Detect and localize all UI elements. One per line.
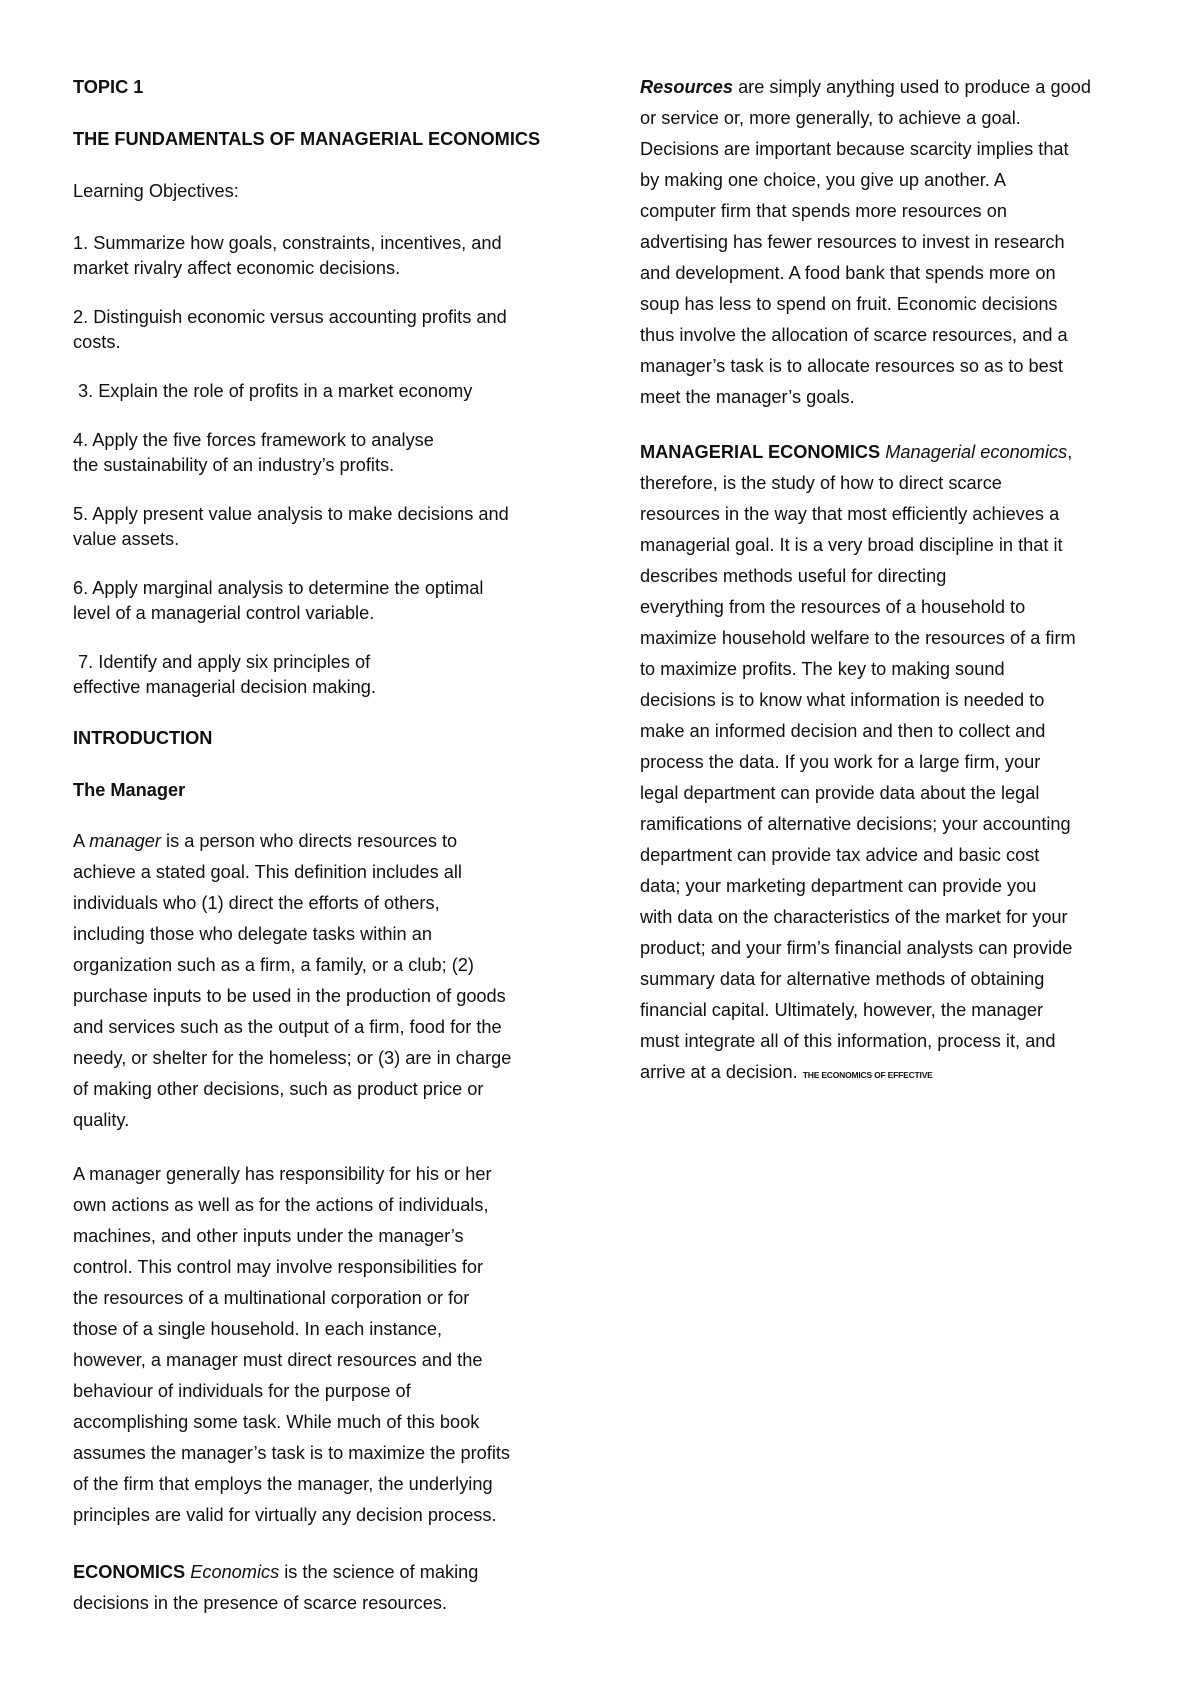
responsibility-para-line-9: accomplishing some task. While much of this book bbox=[73, 1412, 480, 1432]
responsibility-para-line-4: control. This control may involve responsibilities for bbox=[73, 1257, 484, 1277]
objective-6-line-1: 6. Apply marginal analysis to determine the optimal bbox=[73, 578, 484, 598]
manager-para-line-7: and services such as the output of a firm, food for the bbox=[73, 1017, 502, 1037]
objective-6-line-2: level of a managerial control variable. bbox=[73, 603, 375, 623]
responsibility-para-line-12: principles are valid for virtually any decision process. bbox=[73, 1505, 497, 1525]
manager-para-line-8: needy, or shelter for the homeless; or (3) are in charge bbox=[73, 1048, 512, 1068]
managerial-para-line-7: maximize household welfare to the resources of a firm bbox=[640, 628, 1076, 648]
responsibility-para-line-10: assumes the manager’s task is to maximize the profits bbox=[73, 1443, 511, 1463]
responsibility-para-line-1: A manager generally has responsibility for his or her bbox=[73, 1164, 492, 1184]
resources-para-line-5: computer firm that spends more resources on bbox=[640, 201, 1007, 221]
manager-para-line-6: purchase inputs to be used in the production of goods bbox=[73, 986, 506, 1006]
introduction-heading: INTRODUCTION bbox=[73, 728, 213, 748]
responsibility-para-line-5: the resources of a multinational corporation or for bbox=[73, 1288, 470, 1308]
managerial-para-line-20: must integrate all of this information, process it, and bbox=[640, 1031, 1056, 1051]
resources-para-line-8: soup has less to spend on fruit. Economic decisions bbox=[640, 294, 1058, 314]
managerial-para-line-12: legal department can provide data about the legal bbox=[640, 783, 1040, 803]
managerial-para-line-15: data; your marketing department can provide you bbox=[640, 876, 1037, 896]
resources-para-line-9: thus involve the allocation of scarce resources, and a bbox=[640, 325, 1068, 345]
resources-para-line-3: Decisions are important because scarcity implies that bbox=[640, 139, 1069, 159]
manager-term: manager bbox=[89, 831, 161, 851]
economics-para-line-2: decisions in the presence of scarce resources. bbox=[73, 1593, 448, 1613]
resources-para-line-2: or service or, more generally, to achieve a goal. bbox=[640, 108, 1021, 128]
managerial-para-line-21: arrive at a decision. THE ECONOMICS OF EFFECTIVE bbox=[640, 1062, 933, 1082]
managerial-para-line-9: decisions is to know what information is needed to bbox=[640, 690, 1045, 710]
responsibility-para-line-3: machines, and other inputs under the manager’s bbox=[73, 1226, 464, 1246]
objective-4-line-2: the sustainability of an industry’s profits. bbox=[73, 455, 395, 475]
managerial-para-line-11: process the data. If you work for a large firm, your bbox=[640, 752, 1041, 772]
resources-para-line-11: meet the manager’s goals. bbox=[640, 387, 855, 407]
managerial-para-line-14: department can provide tax advice and basic cost bbox=[640, 845, 1040, 865]
managerial-para-line-17: product; and your firm’s financial analysts can provide bbox=[640, 938, 1073, 958]
manager-para-line-5: organization such as a firm, a family, or a club; (2) bbox=[73, 955, 474, 975]
objective-1-line-1: 1. Summarize how goals, constraints, incentives, and bbox=[73, 233, 502, 253]
managerial-para-line-4: managerial goal. It is a very broad discipline in that it bbox=[640, 535, 1063, 555]
manager-para-line-10: quality. bbox=[73, 1110, 130, 1130]
resources-para-line-4: by making one choice, you give up another. A bbox=[640, 170, 1007, 190]
objective-1-line-2: market rivalry affect economic decisions. bbox=[73, 258, 401, 278]
managerial-para-line-8: to maximize profits. The key to making sound bbox=[640, 659, 1005, 679]
managerial-para-line-5: describes methods useful for directing bbox=[640, 566, 947, 586]
managerial-para-line-19: financial capital. Ultimately, however, the manager bbox=[640, 1000, 1044, 1020]
managerial-para-line-16: with data on the characteristics of the market for your bbox=[640, 907, 1068, 927]
managerial-para-line-18: summary data for alternative methods of obtaining bbox=[640, 969, 1045, 989]
section-heading-fragment: THE ECONOMICS OF EFFECTIVE bbox=[802, 1070, 933, 1080]
economics-term: ECONOMICS bbox=[73, 1562, 186, 1582]
managerial-para-line-2: therefore, is the study of how to direct scarce bbox=[640, 473, 1002, 493]
manager-para-line-1: A manager is a person who directs resources to bbox=[73, 831, 458, 851]
objective-5-line-1: 5. Apply present value analysis to make decisions and bbox=[73, 504, 509, 524]
responsibility-para-line-11: of the firm that employs the manager, the underlying bbox=[73, 1474, 493, 1494]
resources-para-line-10: manager’s task is to allocate resources so as to best bbox=[640, 356, 1063, 376]
responsibility-para-line-6: those of a single household. In each instance, bbox=[73, 1319, 443, 1339]
resources-para-line-6: advertising has fewer resources to invest in research bbox=[640, 232, 1065, 252]
manager-para-line-3: individuals who (1) direct the efforts of others, bbox=[73, 893, 440, 913]
objectives-heading: Learning Objectives: bbox=[73, 181, 239, 201]
managerial-economics-term: MANAGERIAL ECONOMICS bbox=[640, 442, 881, 462]
managerial-para-line-10: make an informed decision and then to collect and bbox=[640, 721, 1046, 741]
objective-2-line-2: costs. bbox=[73, 332, 121, 352]
responsibility-para-line-7: however, a manager must direct resources and the bbox=[73, 1350, 483, 1370]
responsibility-para-line-8: behaviour of individuals for the purpose of bbox=[73, 1381, 411, 1401]
document-title: THE FUNDAMENTALS OF MANAGERIAL ECONOMICS bbox=[73, 129, 541, 149]
resources-para-line-7: and development. A food bank that spends more on bbox=[640, 263, 1056, 283]
manager-para-line-4: including those who delegate tasks within an bbox=[73, 924, 432, 944]
resources-para-line-1: Resources are simply anything used to produce a good bbox=[640, 77, 1091, 97]
objective-7-line-2: effective managerial decision making. bbox=[73, 677, 376, 697]
objective-2-line-1: 2. Distinguish economic versus accounting profits and bbox=[73, 307, 507, 327]
resources-term: Resources bbox=[640, 77, 734, 97]
objective-5-line-2: value assets. bbox=[73, 529, 180, 549]
responsibility-para-line-2: own actions as well as for the actions of individuals, bbox=[73, 1195, 489, 1215]
manager-para-line-9: of making other decisions, such as product price or bbox=[73, 1079, 484, 1099]
economics-para-line-1: ECONOMICS Economics is the science of making bbox=[73, 1562, 479, 1582]
managerial-para-line-1: MANAGERIAL ECONOMICS Managerial economics, bbox=[640, 442, 1073, 462]
managerial-para-line-6: everything from the resources of a household to bbox=[640, 597, 1026, 617]
topic-label: TOPIC 1 bbox=[73, 77, 144, 97]
objective-3-line-1: 3. Explain the role of profits in a market economy bbox=[73, 381, 473, 401]
managerial-para-line-13: ramifications of alternative decisions; your accounting bbox=[640, 814, 1071, 834]
manager-heading: The Manager bbox=[73, 780, 186, 800]
objective-4-line-1: 4. Apply the five forces framework to analyse bbox=[73, 430, 434, 450]
managerial-para-line-3: resources in the way that most efficiently achieves a bbox=[640, 504, 1060, 524]
manager-para-line-2: achieve a stated goal. This definition includes all bbox=[73, 862, 462, 882]
objective-7-line-1: 7. Identify and apply six principles of bbox=[73, 652, 371, 672]
